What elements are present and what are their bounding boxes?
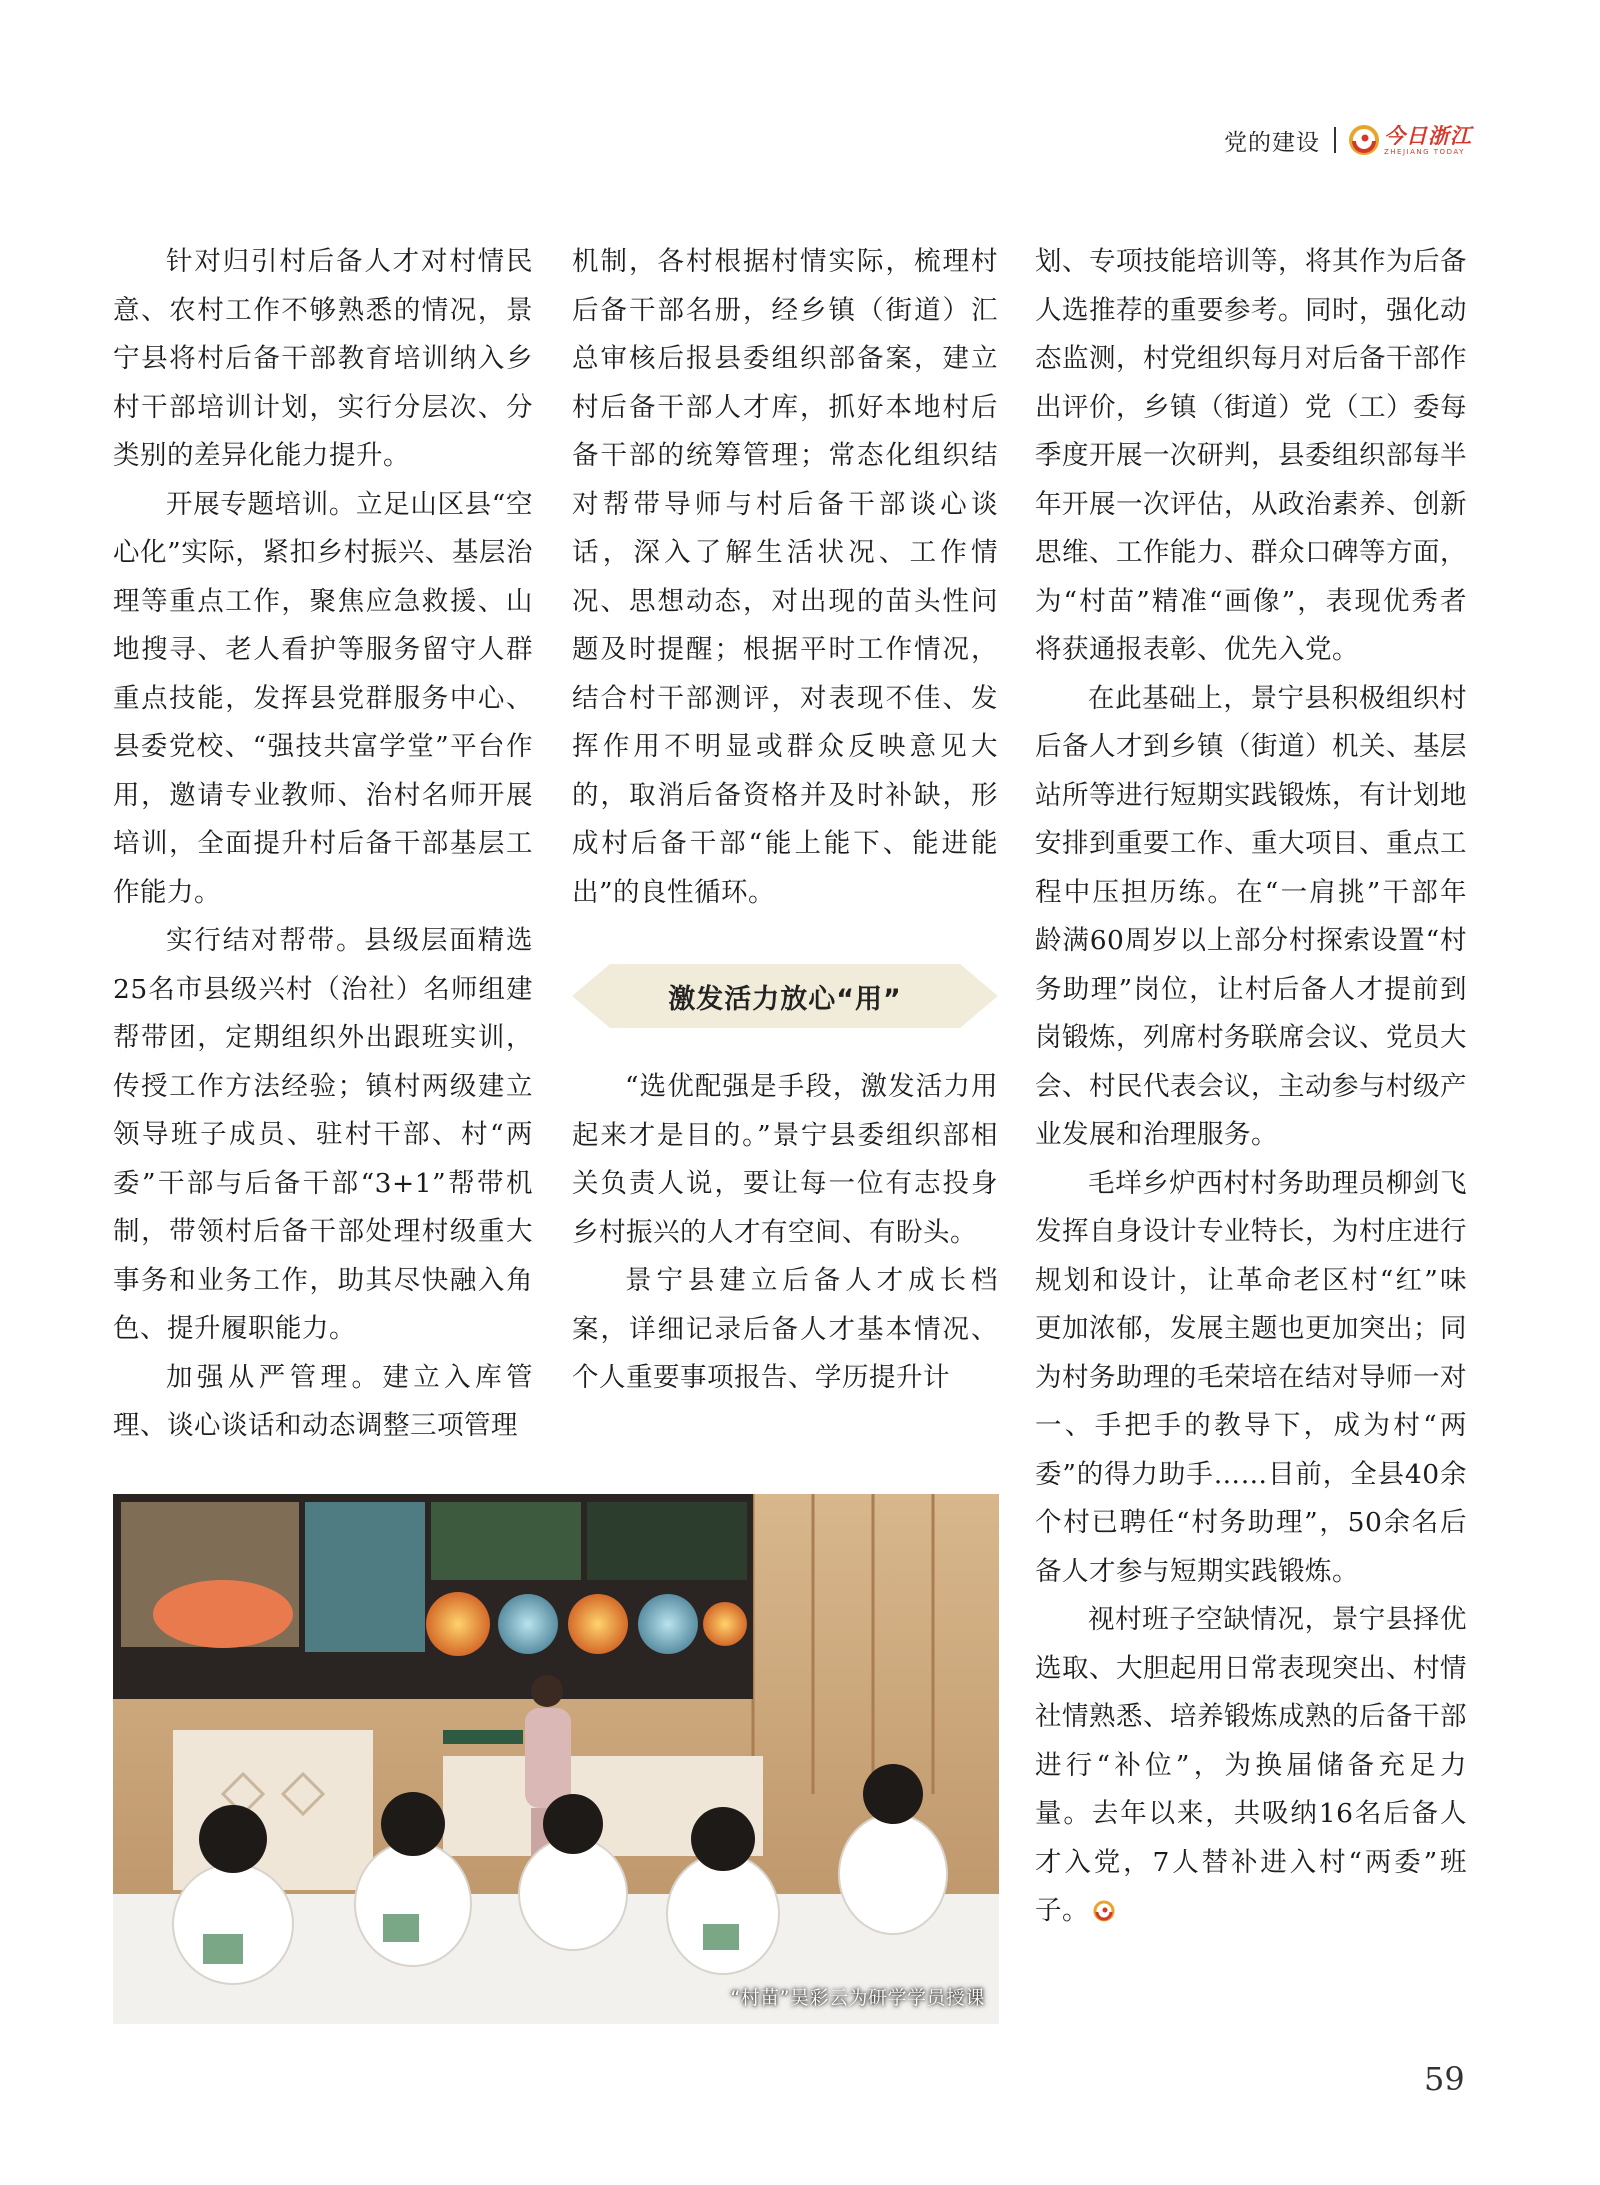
classroom-photo-image xyxy=(113,1494,999,2024)
magazine-logo-icon xyxy=(1348,124,1380,156)
paragraph-continued: 机制，各村根据村情实际，梳理村后备干部名册，经乡镇（街道）汇总审核后报县委组织部备案，建立村后备干部人才库，抓好本地村后备干部的统筹管理；常态化组织结对帮带导师与村后备干部谈心谈话，深入了解生活状况、工作情况、思想动态，对出现的苗头性问题及时提醒；根据平时工作情况，结合村干部测评，对表现不佳、发挥作用不明显或群众反映意见大的，取消后备资格并及时补缺，形成村后备干部“能上能下、能进能出”的良性循环。 xyxy=(572,246,998,908)
paragraph: 在此基础上，景宁县积极组织村后备人才到乡镇（街道）机关、基层站所等进行短期实践锻炼，有计划地安排到重要工作、重大项目、重点工程中压担历练。在“一肩挑”干部年龄满60周岁以上部分村探索设置“村务助理”岗位，让村后备人才提前到岗锻炼，列席村务联席会议、党员大会、村民代表会议，主动参与村级产业发展和治理服务。 xyxy=(1035,682,1467,1150)
header-divider xyxy=(1334,127,1336,153)
photo-caption: “村苗”吴彩云为研学学员授课 xyxy=(730,1987,985,2009)
logo-chinese: 今日浙江 xyxy=(1384,122,1472,148)
paragraph: 针对归引村后备人才对村情民意、农村工作不够熟悉的情况，景宁县将村后备干部教育培训纳入乡村干部培训计划，实行分层次、分类别的差异化能力提升。 xyxy=(113,246,533,471)
magazine-logo xyxy=(1384,122,1472,156)
column-3 xyxy=(1035,238,1467,1936)
section-banner xyxy=(572,958,998,1034)
paragraph: 加强从严管理。建立入库管理、谈心谈话和动态调整三项管理 xyxy=(113,1361,533,1441)
paragraph: 毛垟乡炉西村村务助理员柳剑飞发挥自身设计专业特长，为村庄进行规划和设计，让革命老区村“红”味更加浓郁，发展主题也更加突出；同为村务助理的毛荣培在结对导师一对一、手把手的教导下，成为村“两委”的得力助手……目前，全县40余个村已聘任“村务助理”，50余名后备人才参与短期实践锻炼。 xyxy=(1035,1167,1467,1587)
end-of-article-icon xyxy=(1093,1900,1115,1922)
final-paragraph-text: 视村班子空缺情况，景宁县择优选取、大胆起用日常表现突出、村情社情熟悉、培养锻炼成熟的后备干部进行“补位”，为换届储备充足力量。去年以来，共吸纳16名后备人才入党，7人替补进入村“两委”班子。 xyxy=(1035,1604,1467,1926)
paragraph: “选优配强是手段，激发活力用起来才是目的。”景宁县委组织部相关负责人说，要让每一位有志投身乡村振兴的人才有空间、有盼头。 xyxy=(572,1071,998,1248)
paragraph: 景宁县建立后备人才成长档案，详细记录后备人才基本情况、个人重要事项报告、学历提升计 xyxy=(572,1265,998,1393)
section-title: 党的建设 xyxy=(1224,129,1320,156)
paragraph-final xyxy=(1035,1596,1467,1936)
paragraph-continued: 划、专项技能培训等，将其作为后备人选推荐的重要参考。同时，强化动态监测，村党组织每月对后备干部作出评价，乡镇（街道）党（工）委每季度开展一次研判，县委组织部每半年开展一次评估，从政治素养、创新思维、工作能力、群众口碑等方面，为“村苗”精准“画像”，表现优秀者将获通报表彰、优先入党。 xyxy=(1035,246,1467,665)
page-number: 59 xyxy=(1424,2060,1465,2098)
column-1 xyxy=(113,238,533,1451)
logo-english: ZHEJIANG TODAY xyxy=(1384,147,1465,156)
column-2-lower xyxy=(572,1063,998,1403)
section-heading: 激发活力放心“用” xyxy=(668,983,902,1015)
column-2 xyxy=(572,238,998,917)
page-header xyxy=(1224,118,1472,162)
paragraph: 实行结对帮带。县级层面精选25名市县级兴村（治社）名师组建帮带团，定期组织外出跟班实训，传授工作方法经验；镇村两级建立领导班子成员、驻村干部、村“两委”干部与后备干部“3+1”帮带机制，带领村后备干部处理村级重大事务和业务工作，助其尽快融入角色、提升履职能力。 xyxy=(113,925,533,1344)
article-photo xyxy=(113,1494,999,2024)
paragraph: 开展专题培训。立足山区县“空心化”实际，紧扣乡村振兴、基层治理等重点工作，聚焦应急救援、山地搜寻、老人看护等服务留守人群重点技能，发挥县党群服务中心、县委党校、“强技共富学堂”平台作用，邀请专业教师、治村名师开展培训，全面提升村后备干部基层工作能力。 xyxy=(113,488,533,908)
